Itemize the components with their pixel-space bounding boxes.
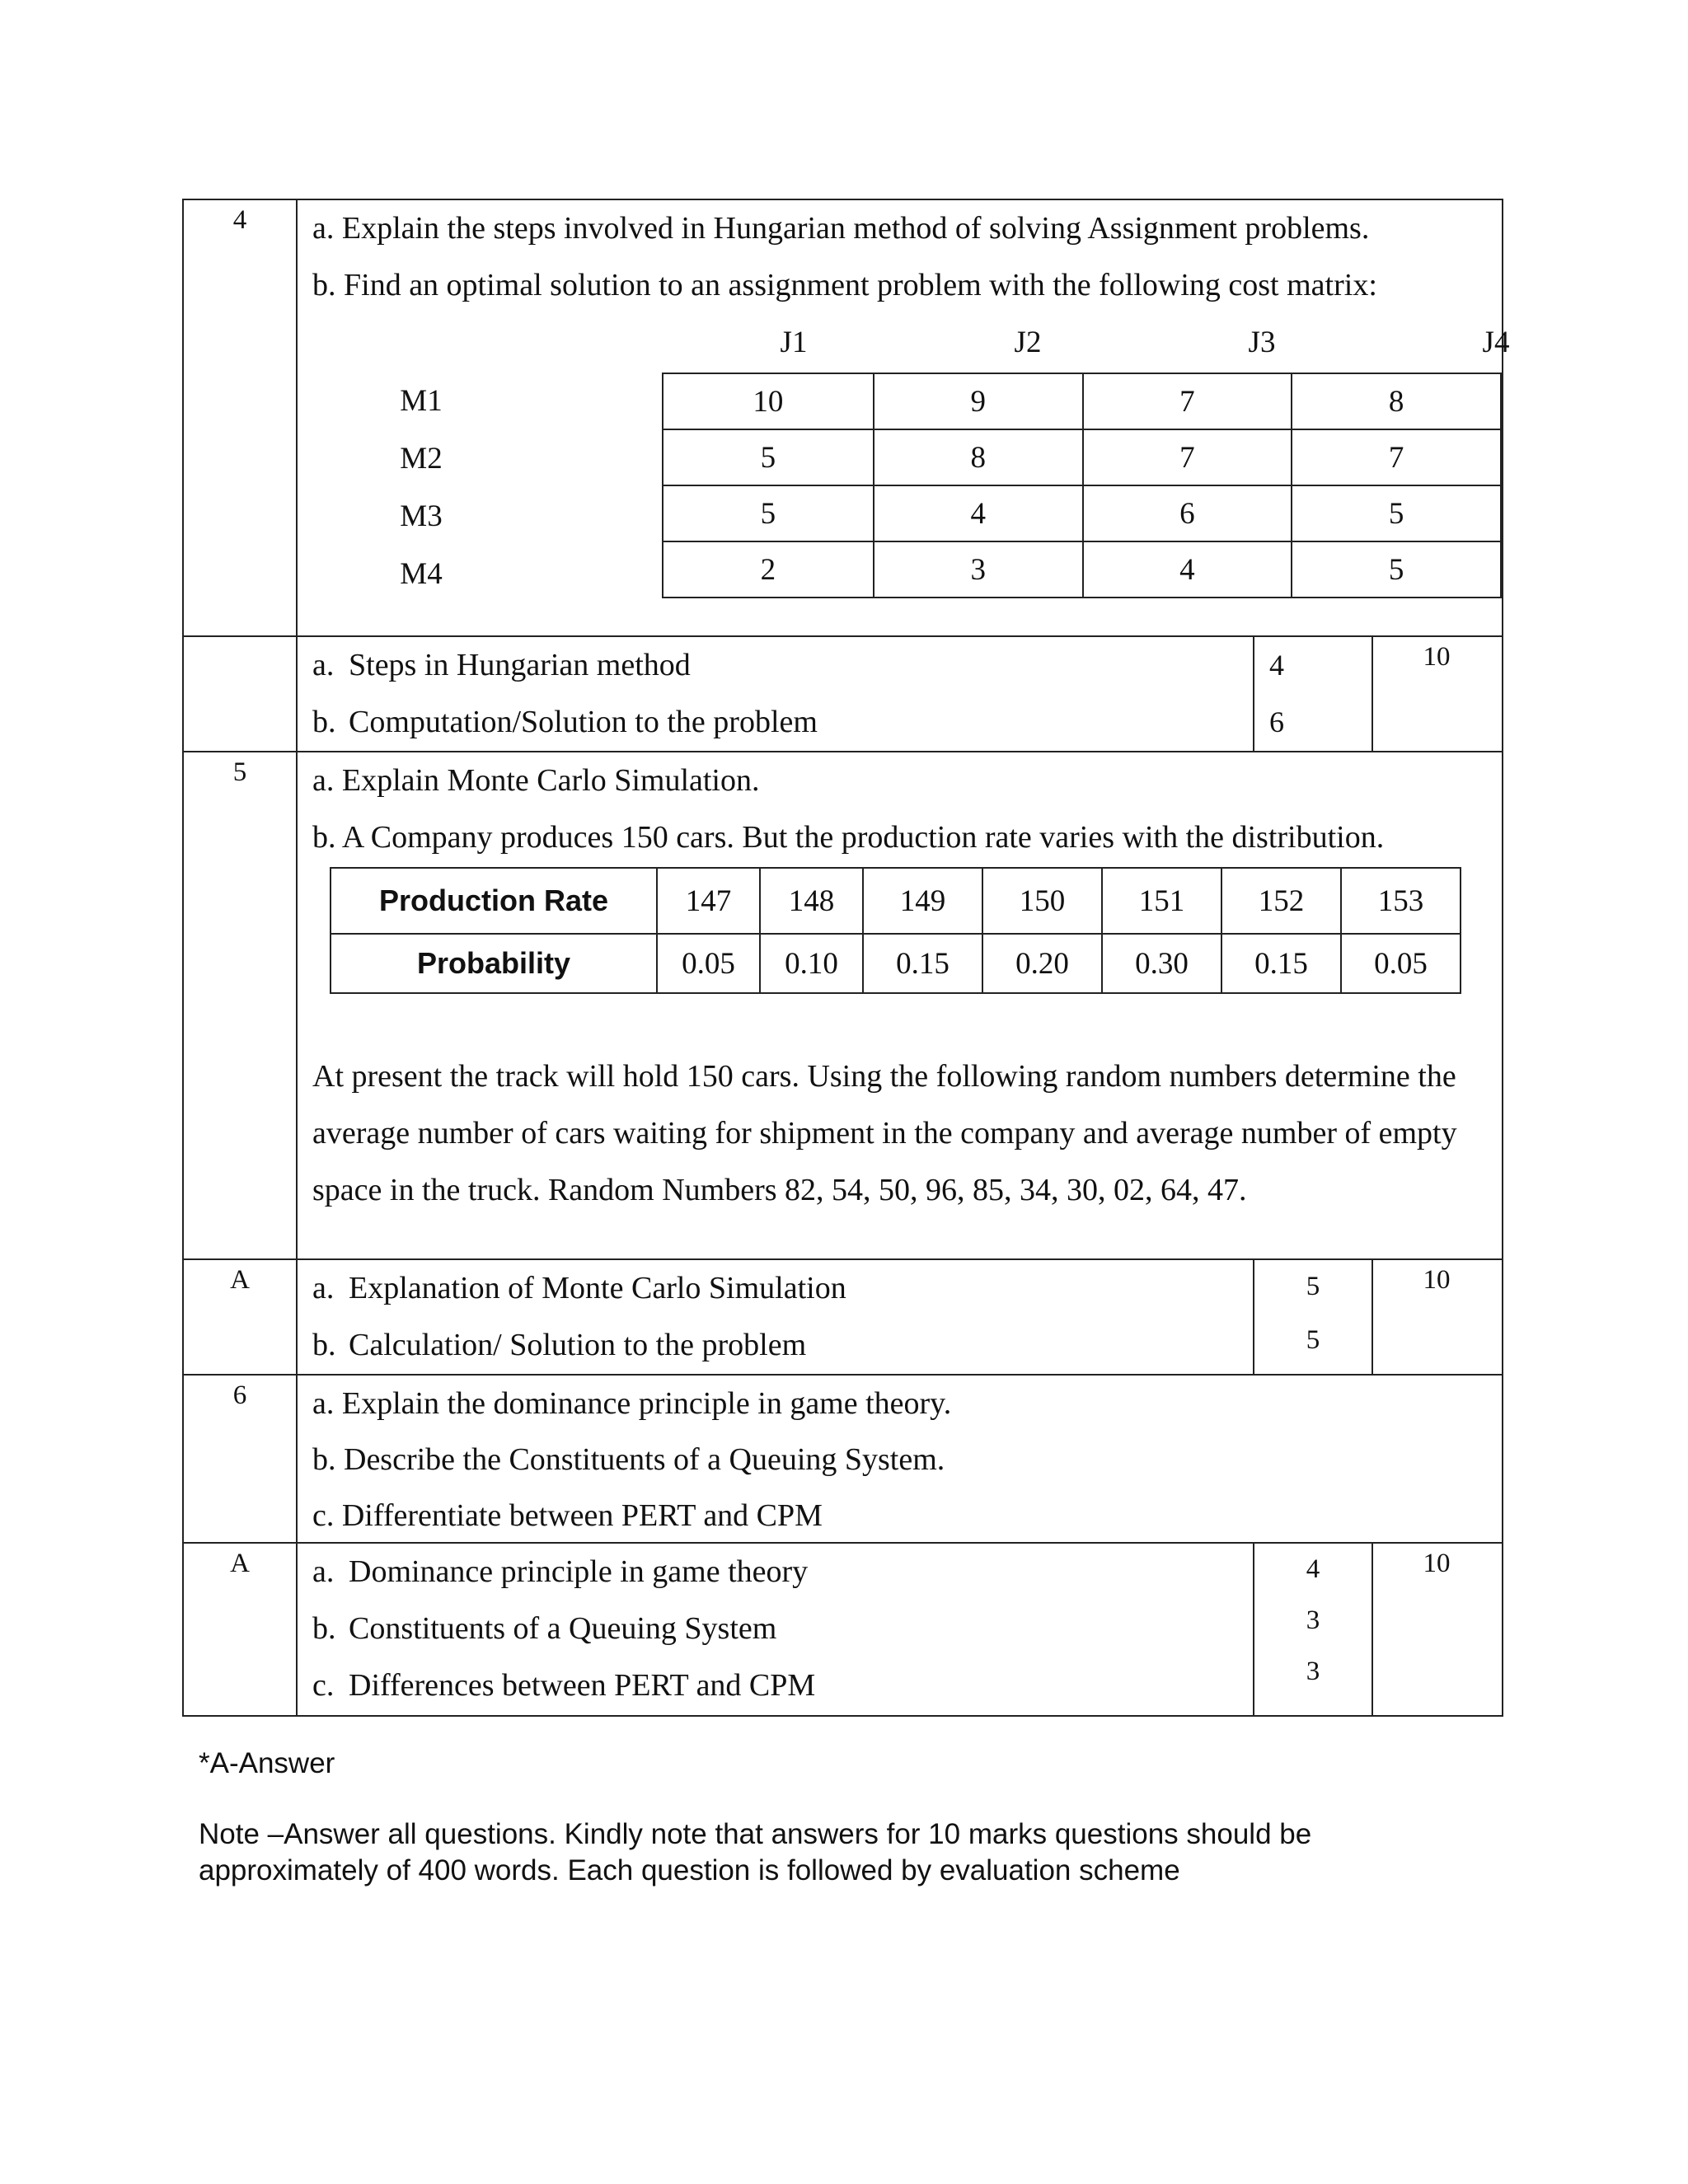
item-marks: 3 <box>1306 1605 1320 1635</box>
rate-row <box>331 868 1461 934</box>
total-marks: 10 <box>1423 1265 1451 1295</box>
question-4-row <box>182 199 1510 637</box>
matrix-cell: 4 <box>1083 541 1292 598</box>
matrix-cell: 8 <box>874 429 1083 485</box>
probability-cell: 0.20 <box>982 934 1102 993</box>
rate-cell: 152 <box>1221 868 1341 934</box>
matrix-cell: 7 <box>1083 373 1292 429</box>
scheme-label <box>184 637 298 751</box>
scheme-item: c. Differences between PERT and CPM <box>312 1668 816 1703</box>
scheme-label: A <box>184 1544 298 1715</box>
item-marks: 3 <box>1306 1657 1320 1686</box>
scheme-item: b. Calculation/ Solution to the problem <box>312 1328 807 1362</box>
scheme-item: a. Steps in Hungarian method <box>312 648 691 682</box>
total-marks: 10 <box>1423 642 1451 672</box>
question-5-row <box>182 752 1503 1260</box>
question-part-b: b. A Company produces 150 cars. But the production rate varies with the distribution. <box>312 820 1385 855</box>
job-label: J4 <box>1482 326 1510 359</box>
matrix-cell: 9 <box>874 373 1083 429</box>
exam-table <box>182 199 1510 1717</box>
question-number: 4 <box>184 200 298 635</box>
matrix-cell: 2 <box>663 541 874 598</box>
matrix-cell: 5 <box>1292 485 1501 541</box>
matrix-cell: 5 <box>663 429 874 485</box>
evaluation-scheme-6 <box>182 1544 1503 1717</box>
question-part-a: a. Explain the steps involved in Hungarian method of solving Assignment problems. <box>312 211 1370 246</box>
cost-matrix <box>662 373 1502 598</box>
scheme-marks <box>1253 637 1373 751</box>
item-marks: 4 <box>1306 1554 1320 1584</box>
probability-header: Probability <box>331 934 657 993</box>
rate-cell: 147 <box>657 868 760 934</box>
machine-label: M1 <box>400 384 443 418</box>
question-number: 6 <box>184 1376 298 1542</box>
matrix-cell: 5 <box>663 485 874 541</box>
matrix-cell: 7 <box>1292 429 1501 485</box>
machine-label: M3 <box>400 499 443 533</box>
job-label: J1 <box>780 326 808 359</box>
matrix-row <box>663 485 1501 541</box>
question-6-row <box>182 1376 1503 1544</box>
probability-row <box>331 934 1461 993</box>
rate-cell: 151 <box>1102 868 1221 934</box>
matrix-row <box>663 373 1501 429</box>
item-marks: 4 <box>1269 649 1284 682</box>
scheme-marks <box>1253 1544 1373 1715</box>
question-paragraph: At present the track will hold 150 cars. Using the following random numbers determine the average number of cars waiting for shipment in the company and average number of empty space in the truck. Random Numbers 82, 54, 50, 96, 85, 34, 30, 02, 64, 47. <box>312 1059 1457 1207</box>
scheme-item: b. Constituents of a Queuing System <box>312 1611 777 1646</box>
machine-label: M4 <box>400 557 443 591</box>
matrix-cell: 10 <box>663 373 874 429</box>
matrix-cell: 3 <box>874 541 1083 598</box>
probability-cell: 0.30 <box>1102 934 1221 993</box>
scheme-item: b. Computation/Solution to the problem <box>312 705 818 739</box>
matrix-cell: 5 <box>1292 541 1501 598</box>
matrix-cell: 7 <box>1083 429 1292 485</box>
matrix-row <box>663 429 1501 485</box>
probability-cell: 0.05 <box>657 934 760 993</box>
question-part-a: a. Explain Monte Carlo Simulation. <box>312 763 760 798</box>
scheme-label: A <box>184 1260 298 1374</box>
total-marks: 10 <box>1423 1549 1451 1578</box>
matrix-cell: 6 <box>1083 485 1292 541</box>
matrix-cell: 8 <box>1292 373 1501 429</box>
job-label: J2 <box>1014 326 1042 359</box>
item-marks: 5 <box>1306 1272 1320 1301</box>
probability-cell: 0.15 <box>1221 934 1341 993</box>
machine-label: M2 <box>400 442 443 476</box>
evaluation-scheme-5 <box>182 1260 1503 1376</box>
probability-cell: 0.15 <box>863 934 982 993</box>
question-part-b: b. Find an optimal solution to an assignment problem with the following cost matrix: <box>312 268 1377 302</box>
rate-cell: 149 <box>863 868 982 934</box>
rate-header: Production Rate <box>331 868 657 934</box>
scheme-item: a. Dominance principle in game theory <box>312 1554 809 1589</box>
scheme-marks <box>1253 1260 1373 1374</box>
probability-cell: 0.05 <box>1341 934 1461 993</box>
item-marks: 5 <box>1306 1325 1320 1355</box>
matrix-row <box>663 541 1501 598</box>
instructions-note: Note –Answer all questions. Kindly note that answers for 10 marks questions should be approximately of 400 words. Each question is followed by evaluation scheme <box>199 1818 1312 1886</box>
rate-cell: 153 <box>1341 868 1461 934</box>
distribution-table <box>330 867 1461 994</box>
answer-key-note: *A-Answer <box>199 1747 335 1779</box>
matrix-cell: 4 <box>874 485 1083 541</box>
evaluation-scheme-4 <box>182 637 1503 752</box>
rate-cell: 148 <box>760 868 863 934</box>
probability-cell: 0.10 <box>760 934 863 993</box>
question-number: 5 <box>184 752 298 1258</box>
item-marks: 6 <box>1269 705 1284 738</box>
job-header-row <box>312 314 1510 372</box>
scheme-item: a. Explanation of Monte Carlo Simulation <box>312 1271 846 1305</box>
question-part-c: c. Differentiate between PERT and CPM <box>312 1498 823 1533</box>
question-part-b: b. Describe the Constituents of a Queuing System. <box>312 1442 945 1477</box>
rate-cell: 150 <box>982 868 1102 934</box>
question-part-a: a. Explain the dominance principle in game theory. <box>312 1386 952 1421</box>
job-label: J3 <box>1248 326 1276 359</box>
